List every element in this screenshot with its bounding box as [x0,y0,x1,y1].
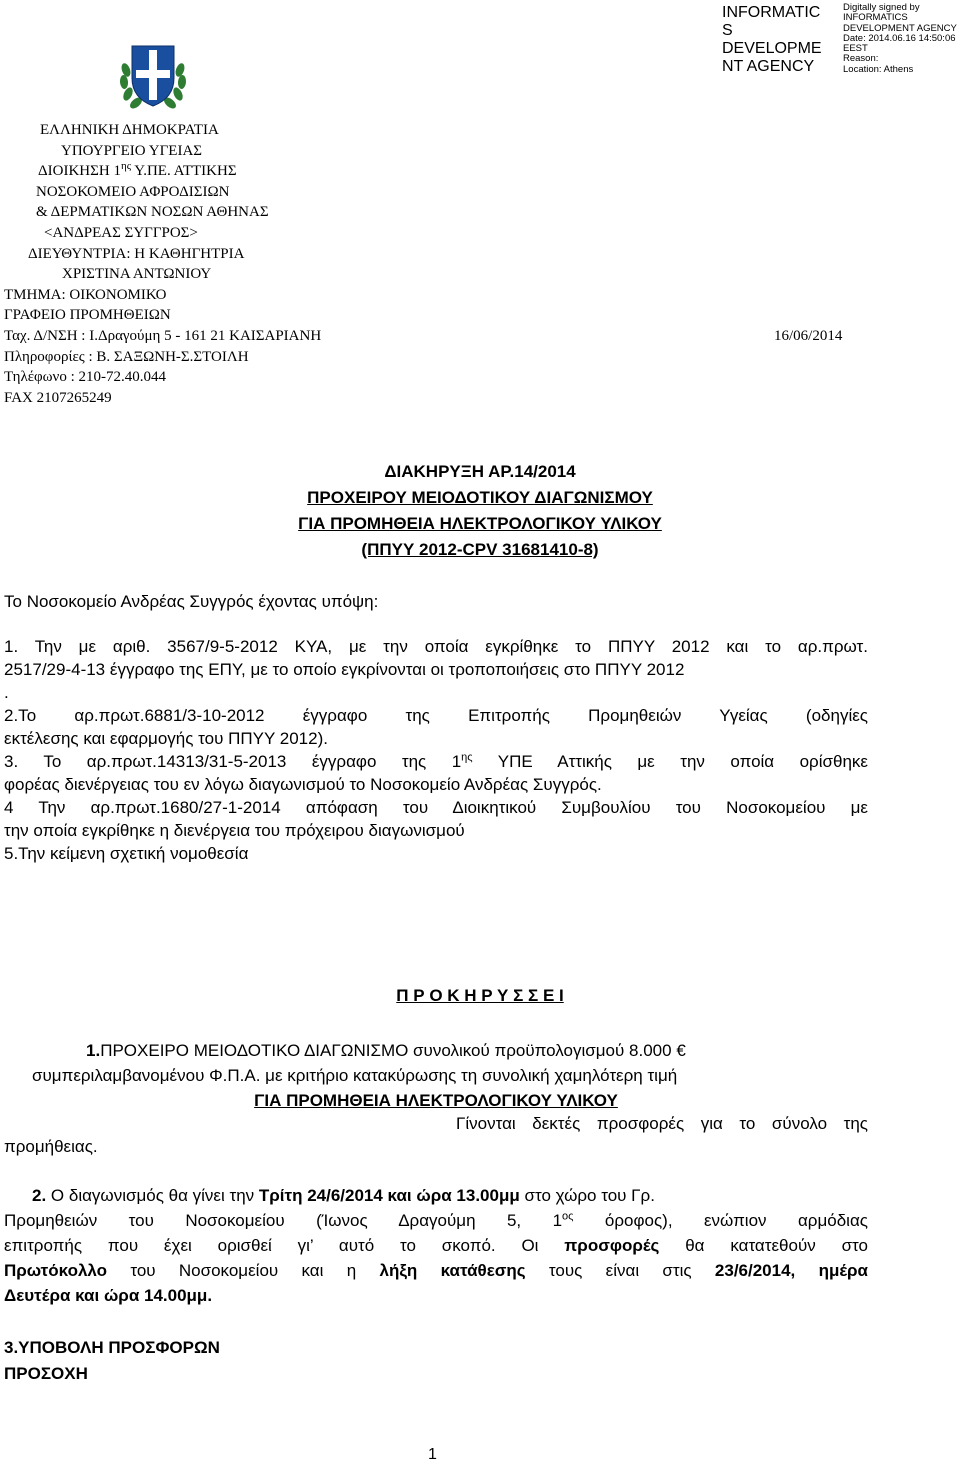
signature-detail-line: Date: 2014.06.16 14:50:06 [843,32,956,44]
header-director-name: ΧΡΙΣΤΙΝΑ ΑΝΤΩΝΙΟΥ [62,266,212,283]
section-2-line4: Πρωτόκολλο του Νοσοκομείου και η λήξη κατάθεσης τους είναι στις 23/6/2014, ημέρα [4,1261,868,1280]
consideration-2-line2: εκτέλεσης και εφαρμογής του ΠΠΥΥ 2012). [4,729,328,748]
tender-cpv-title: (ΠΠΥΥ 2012-CPV 31681410-8) [361,540,599,559]
header-date: 16/06/2014 [774,328,843,344]
consideration-1-line3: . [4,683,9,702]
consideration-1-line1: 1. Την με αριθ. 3567/9-5-2012 ΚΥΑ, με την οποία εγκρίθηκε το ΠΠΥΥ 2012 και το αρ.πρωτ. [4,637,868,656]
signature-org-line: INFORMATIC [722,4,821,21]
section-2-line5: Δευτέρα και ώρα 14.00μμ. [4,1286,213,1305]
header-department: ΤΜΗΜΑ: ΟΙΚΟΝΟΜΙΚΟ [4,286,167,303]
section-1-line2: συμπεριλαμβανομένου Φ.Π.Α. με κριτήριο κατακύρωσης τη συνολική χαμηλότερη τιμή [32,1066,678,1085]
tender-subject-title: ΓΙΑ ΠΡΟΜΗΘΕΙΑ ΗΛΕΚΤΡΟΛΟΓΙΚΟΥ ΥΛΙΚΟΥ [298,514,662,533]
proclamation-number-title: ΔΙΑΚΗΡΥΞΗ ΑΡ.14/2014 [384,462,576,481]
header-administration: ΔΙΟΙΚΗΣΗ $1^{\eta\varsigma}$ Υ.ΠΕ. ΑΤΤΙΚΗΣ [38,160,237,180]
section-1-line1: 1.ΠΡΟΧΕΙΡΟ ΜΕΙΟΔΟΤΙΚΟ ΔΙΑΓΩΝΙΣΜΟ συνολικού προϋπολογισμού 8.000 € [86,1041,686,1060]
signature-detail-line: EEST [843,43,868,55]
tender-type-title: ΠΡΟΧΕΙΡΟΥ ΜΕΙΟΔΟΤΙΚΟΥ ΔΙΑΓΩΝΙΣΜΟΥ [307,488,653,507]
section-2-line1: 2. Ο διαγωνισμός θα γίνει την Τρίτη 24/6/2014 και ώρα 13.00μμ στο χώρο του Γρ. [32,1186,655,1205]
header-country: ΕΛΛΗΝΙΚΗ ΔΗΜΟΚΡΑΤΙΑ [40,122,219,138]
header-hospital-cont: & ΔΕΡΜΑΤΙΚΩΝ ΝΟΣΩΝ ΑΘΗΝΑΣ [36,204,269,221]
signature-org-line: NT AGENCY [722,58,815,75]
consideration-4-line1: 4 Την αρ.πρωτ.1680/27-1-2014 απόφαση του Διοικητικού Συμβουλίου του Νοσοκομείου με [4,798,868,817]
header-address: Ταχ. Δ/ΝΣΗ : Ι.Δραγούμη 5 - 161 21 ΚΑΙΣΑΡΙΑΝΗ [4,328,322,344]
page-number: 1 [428,1446,437,1463]
digital-signature-organization [722,4,837,76]
header-contact-info: Πληροφορίες : Β. ΣΑΞΩΝΗ-Σ.ΣΤΟΙΛΗ [4,348,249,365]
section-2-line2: Προμηθειών του Νοσοκομείου (Ίωνος Δραγούμη 5, $1^{o\varsigma}$ όροφος), ενώπιον αρμόδιας [4,1210,868,1230]
consideration-5: 5.Την κείμενη σχετική νομοθεσία [4,844,249,863]
consideration-4-line2: την οποία εγκρίθηκε η διενέργεια του πρόχειρου διαγωνισμού [4,821,465,840]
header-director: ΔΙΕΥΘΥΝΤΡΙΑ: Η ΚΑΘΗΓΗΤΡΙΑ [28,245,245,262]
header-ministry: ΥΠΟΥΡΓΕΙΟ ΥΓΕΙΑΣ [61,142,203,159]
signature-detail-line: Reason: [843,53,879,65]
signature-detail-line: Digitally signed by [843,2,920,13]
euro-icon: € [676,1041,686,1060]
section-2-line3: επιτροπής που έχει ορισθεί γι’ αυτό το σκοπό. Οι προσφορές θα κατατεθούν στο [4,1236,868,1255]
digital-signature-details [843,3,960,75]
consideration-3-line2: φορέας διενέργειας του εν λόγω διαγωνισμού το Νοσοκομείο Ανδρέας Συγγρός. [4,775,602,794]
section-1-line4: Γίνονται δεκτές προσφορές για το σύνολο της [456,1114,868,1133]
signature-detail-line: DEVELOPMENT AGENCY [843,22,957,34]
intro-text: Το Νοσοκομείο Ανδρέας Συγγρός έχοντας υπόψη: [4,592,379,611]
greek-coat-of-arms-icon [118,40,188,112]
consideration-3-line1: 3. Το αρ.πρωτ.14313/31-5-2013 έγγραφο της $1^{\eta\varsigma}$ ΥΠΕ Αττικής με την οποία ορίσθηκε [4,751,868,771]
header-hospital: ΝΟΣΟΚΟΜΕΙΟ ΑΦΡΟΔΙΣΙΩΝ [36,183,230,200]
header-hospital-name: <ΑΝΔΡΕΑΣ ΣΥΓΓΡΟΣ> [44,225,198,241]
header-fax: FAX 2107265249 [4,389,112,406]
proclaims-heading: Π Ρ Ο Κ Η Ρ Υ Σ Σ Ε Ι [396,986,564,1005]
signature-detail-line: Location: Athens [843,63,914,75]
consideration-1-line2: 2517/29-4-13 έγγραφο της ΕΠΥ, με το οποίο εγκρίνονται οι τροποποιήσεις στο ΠΠΥΥ 2012 [4,660,685,679]
header-phone: Τηλέφωνο : 210-72.40.044 [4,369,166,386]
signature-org-line: S [722,22,733,39]
header-office: ΓΡΑΦΕΙΟ ΠΡΟΜΗΘΕΙΩΝ [4,307,171,324]
signature-org-line: DEVELOPME [722,40,822,57]
section-1-subject: ΓΙΑ ΠΡΟΜΗΘΕΙΑ ΗΛΕΚΤΡΟΛΟΓΙΚΟΥ ΥΛΙΚΟΥ [254,1091,618,1110]
section-1-line5: προμήθειας. [4,1137,98,1156]
consideration-2-line1: 2.Το αρ.πρωτ.6881/3-10-2012 έγγραφο της Επιτροπής Προμηθειών Υγείας (οδηγίες [4,706,868,725]
section-3-heading: 3.ΥΠΟΒΟΛΗ ΠΡΟΣΦΟΡΩΝ [4,1338,220,1357]
signature-detail-line: INFORMATICS [843,12,908,24]
section-3-attention: ΠΡΟΣΟΧΗ [4,1364,88,1383]
